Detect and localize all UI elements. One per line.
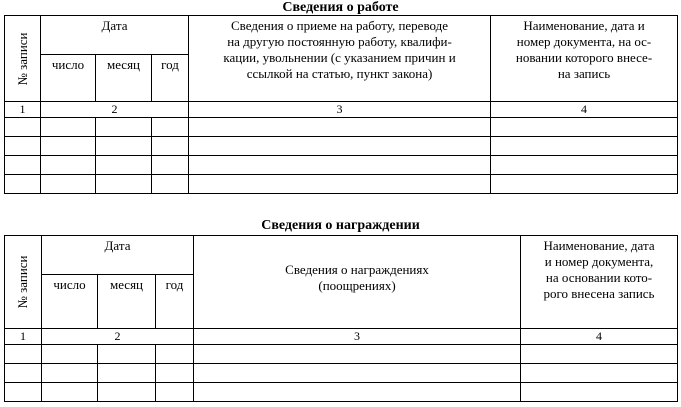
employment-info-line-3: кации, увольнении (с указанием причин и bbox=[223, 50, 456, 65]
month-cell[interactable] bbox=[96, 137, 152, 156]
month-cell[interactable] bbox=[96, 118, 152, 137]
awards-section-title: Сведения о награждении bbox=[261, 218, 420, 233]
month-header: месяц bbox=[96, 55, 152, 102]
awards-info-line-1: Сведения о награждениях bbox=[285, 262, 429, 277]
info-cell[interactable] bbox=[194, 383, 521, 402]
document-info-line-4: на запись bbox=[557, 66, 611, 81]
table-row bbox=[5, 383, 678, 402]
day-header: число bbox=[42, 275, 98, 329]
record-cell[interactable] bbox=[5, 175, 41, 194]
month-cell[interactable] bbox=[96, 156, 152, 175]
day-cell[interactable] bbox=[42, 345, 98, 364]
year-cell[interactable] bbox=[156, 383, 194, 402]
record-number-header-text: № записи bbox=[15, 255, 30, 309]
month-header: месяц bbox=[98, 275, 156, 329]
document-cell[interactable] bbox=[521, 364, 678, 383]
year-cell[interactable] bbox=[152, 137, 189, 156]
record-cell[interactable] bbox=[5, 364, 42, 383]
record-number-header bbox=[5, 236, 42, 329]
info-cell[interactable] bbox=[189, 137, 491, 156]
info-cell[interactable] bbox=[194, 345, 521, 364]
work-section-title: Сведения о работе bbox=[282, 0, 399, 15]
column-number-1: 1 bbox=[5, 102, 41, 118]
day-cell[interactable] bbox=[41, 137, 96, 156]
month-cell[interactable] bbox=[98, 345, 156, 364]
document-cell[interactable] bbox=[521, 345, 678, 364]
record-number-header bbox=[5, 16, 41, 102]
document-info-header bbox=[521, 236, 678, 329]
record-cell[interactable] bbox=[5, 345, 42, 364]
document-info-line-4: рого внесена запись bbox=[543, 286, 655, 301]
day-cell[interactable] bbox=[41, 118, 96, 137]
day-cell[interactable] bbox=[42, 383, 98, 402]
document-cell[interactable] bbox=[491, 118, 678, 137]
document-cell[interactable] bbox=[521, 383, 678, 402]
year-cell[interactable] bbox=[156, 364, 194, 383]
column-number-3: 3 bbox=[189, 102, 491, 118]
document-info-line-1: Наименование, дата bbox=[543, 238, 655, 253]
document-info-line-3: на основании кото- bbox=[545, 270, 653, 285]
date-header: Дата bbox=[42, 236, 194, 275]
table-row bbox=[5, 175, 678, 194]
document-cell[interactable] bbox=[491, 137, 678, 156]
record-cell[interactable] bbox=[5, 383, 42, 402]
column-number-2: 2 bbox=[42, 329, 194, 345]
document-info-line-3: новании которого внесе- bbox=[515, 50, 653, 65]
month-cell[interactable] bbox=[96, 175, 152, 194]
table-row bbox=[5, 156, 678, 175]
table-row bbox=[5, 364, 678, 383]
employment-info-header bbox=[189, 16, 491, 102]
month-cell[interactable] bbox=[98, 364, 156, 383]
month-cell[interactable] bbox=[98, 383, 156, 402]
year-cell[interactable] bbox=[152, 156, 189, 175]
employment-info-line-4: ссылкой на статью, пункт закона) bbox=[246, 66, 433, 81]
employment-info-line-2: на другую постоянную работу, квалифи- bbox=[227, 34, 452, 49]
year-header: год bbox=[156, 275, 194, 329]
info-cell[interactable] bbox=[194, 364, 521, 383]
info-cell[interactable] bbox=[189, 175, 491, 194]
table-row bbox=[5, 118, 678, 137]
info-cell[interactable] bbox=[189, 156, 491, 175]
employment-info-line-1: Сведения о приеме на работу, переводе bbox=[231, 18, 449, 33]
document-info-header bbox=[491, 16, 678, 102]
awards-info-line-2: (поощрениях) bbox=[318, 278, 396, 293]
document-info-line-2: номер документа, на ос- bbox=[516, 34, 652, 49]
record-cell[interactable] bbox=[5, 118, 41, 137]
column-number-3: 3 bbox=[194, 329, 521, 345]
document-cell[interactable] bbox=[491, 175, 678, 194]
column-number-2: 2 bbox=[41, 102, 189, 118]
day-cell[interactable] bbox=[41, 175, 96, 194]
awards-records-table bbox=[4, 235, 678, 402]
document-info-line-2: и номер документа, bbox=[544, 254, 654, 269]
column-number-4: 4 bbox=[521, 329, 678, 345]
document-info-line-1: Наименование, дата и bbox=[523, 18, 645, 33]
day-cell[interactable] bbox=[41, 156, 96, 175]
record-number-header-text: № записи bbox=[14, 31, 30, 86]
day-cell[interactable] bbox=[42, 364, 98, 383]
year-cell[interactable] bbox=[156, 345, 194, 364]
year-cell[interactable] bbox=[152, 118, 189, 137]
info-cell[interactable] bbox=[189, 118, 491, 137]
day-header: число bbox=[41, 55, 96, 102]
column-number-4: 4 bbox=[491, 102, 678, 118]
date-header: Дата bbox=[41, 16, 189, 55]
table-row bbox=[5, 345, 678, 364]
awards-info-header bbox=[194, 236, 521, 329]
year-cell[interactable] bbox=[152, 175, 189, 194]
record-cell[interactable] bbox=[5, 156, 41, 175]
year-header: год bbox=[152, 55, 189, 102]
column-number-1: 1 bbox=[5, 329, 42, 345]
record-cell[interactable] bbox=[5, 137, 41, 156]
table-row bbox=[5, 137, 678, 156]
document-cell[interactable] bbox=[491, 156, 678, 175]
work-records-table bbox=[4, 15, 678, 194]
